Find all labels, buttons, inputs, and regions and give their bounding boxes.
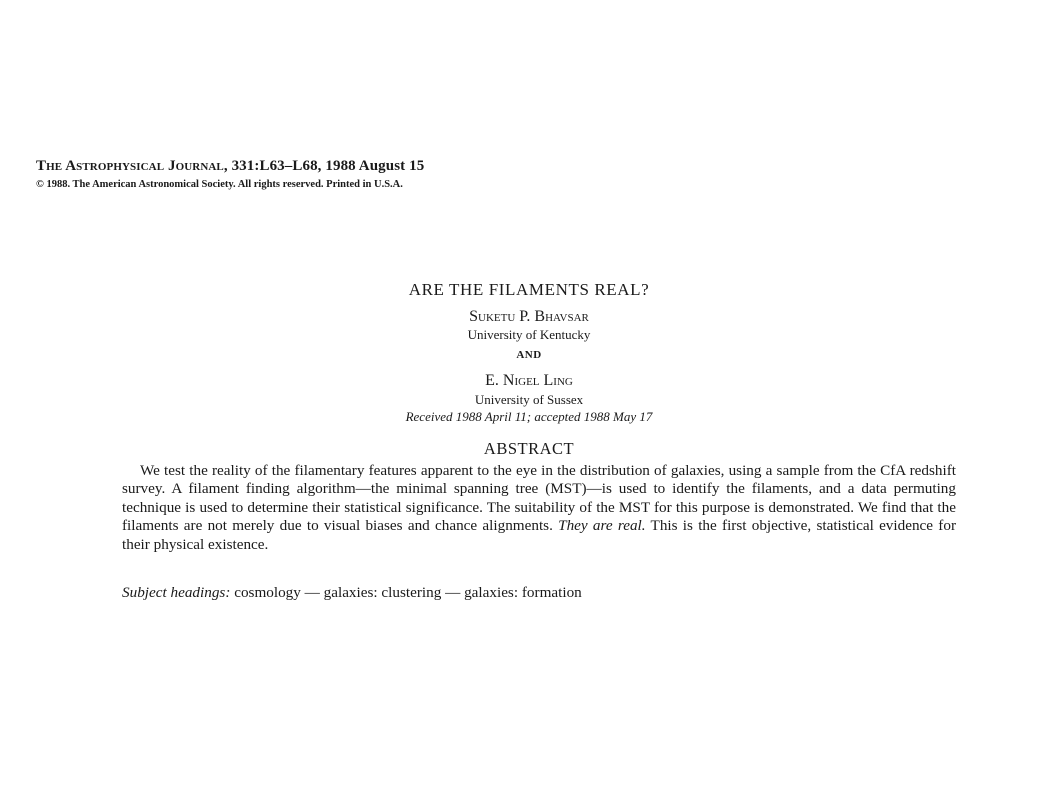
author-conjunction: AND bbox=[516, 349, 542, 361]
copyright-line: © 1988. The American Astronomical Society. All rights reserved. Printed in U.S.A. bbox=[36, 179, 403, 190]
author-2: E. Nigel Ling bbox=[485, 372, 573, 389]
abstract-text-1: We test the reality of the filamentary features apparent to the eye in the distribution of galaxies, using a sample from the CfA redshift survey. A filament finding algorithm—the minimal spanning tree (MST)—is used to identify the filaments, and a data permuting technique is used to determine their statistical significance. The suitability of the MST for this purpose is demonstrated. We find that the filaments are not merely due to visual biases and chance alignments. bbox=[122, 462, 956, 535]
affiliation-2: University of Sussex bbox=[474, 392, 584, 407]
abstract-emphasis: They are real. bbox=[558, 517, 646, 535]
journal-header bbox=[36, 158, 424, 175]
subject-headings bbox=[122, 584, 582, 602]
subject-headings-label: Subject headings: bbox=[122, 584, 231, 601]
subject-headings-value: cosmology — galaxies: clustering — galaxies: formation bbox=[230, 584, 582, 601]
abstract-body bbox=[122, 462, 956, 554]
author-1: Suketu P. Bhavsar bbox=[469, 308, 589, 325]
affiliation-1: University of Kentucky bbox=[467, 327, 591, 342]
abstract-heading: ABSTRACT bbox=[483, 439, 575, 458]
journal-name: The Astrophysical Journal bbox=[36, 158, 224, 174]
received-dates: Received 1988 April 11; accepted 1988 May 17 bbox=[405, 409, 653, 424]
journal-citation: , 331:L63–L68, 1988 August 15 bbox=[223, 158, 425, 174]
paper-title: ARE THE FILAMENTS REAL? bbox=[408, 280, 650, 299]
abstract-text-2: This is the first objective, statistical evidence for their physical existence. bbox=[122, 517, 956, 553]
